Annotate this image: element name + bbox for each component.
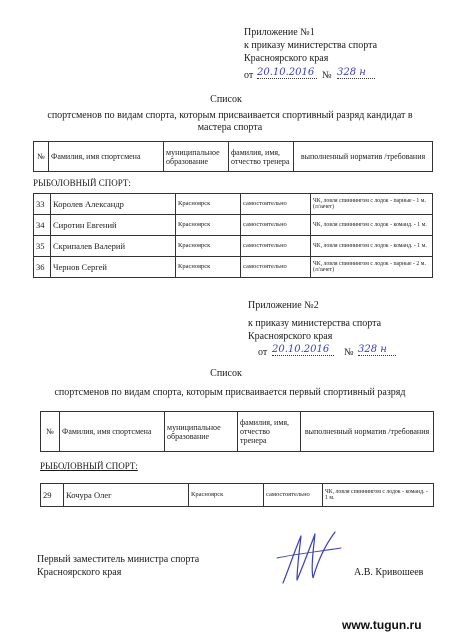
appendix1-region-line: Красноярского края xyxy=(244,53,329,64)
table2-header-municipality: муниципальное образование xyxy=(165,412,238,452)
table2-section-label: РЫБОЛОВНЫЙ СПОРТ: xyxy=(40,461,138,471)
list2-heading: Список xyxy=(210,368,242,379)
table1-header-trainer: фамилия, имя, отчество тренера xyxy=(229,142,294,172)
list1-subtitle-line2: мастера спорта xyxy=(197,122,263,133)
row-trainer: самостоятельно xyxy=(241,257,311,278)
table1-body xyxy=(33,193,433,278)
row-trainer: самостоятельно xyxy=(241,215,311,236)
table1-header-municipality: муниципальное образование xyxy=(164,142,229,172)
table2-header-result: выполненный норматив /требования xyxy=(301,412,434,452)
table2-header-trainer: фамилия, имя, отчество тренера xyxy=(238,412,301,452)
row-num: 36 xyxy=(34,257,51,278)
appendix2-date-prefix: от xyxy=(258,347,268,358)
row-name: Королев Александр xyxy=(51,194,176,215)
list1-heading: Список xyxy=(210,94,242,105)
signer-position-line2: Красноярского края xyxy=(37,567,122,578)
table2-header-num: № xyxy=(41,412,60,452)
table1-section-label: РЫБОЛОВНЫЙ СПОРТ: xyxy=(33,178,131,188)
table-row xyxy=(34,194,433,215)
row-result: ЧК, ловля спиннингом с лодок - парные - 1 м. (л/зачет) xyxy=(311,194,433,215)
row-city: Красноярск xyxy=(176,236,241,257)
appendix2-order-line: к приказу министерства спорта xyxy=(248,318,382,329)
row-num: 33 xyxy=(34,194,51,215)
table2-body xyxy=(40,483,434,507)
row-city: Красноярск xyxy=(176,194,241,215)
appendix1-title: Приложение №1 xyxy=(244,27,315,38)
row-city: Красноярск xyxy=(189,484,264,507)
row-name: Скрипалев Валерий xyxy=(51,236,176,257)
watermark: www.tugun.ru xyxy=(342,618,422,632)
signer-name: А.В. Кривошеев xyxy=(354,567,424,578)
appendix1-date-prefix: от xyxy=(244,70,254,81)
row-city: Красноярск xyxy=(176,215,241,236)
appendix2-title: Приложение №2 xyxy=(248,300,319,311)
table-row xyxy=(34,257,433,278)
table1-header xyxy=(33,141,433,172)
appendix2-date-handwritten: 20.10.2016 xyxy=(272,344,334,356)
appendix2-region-line: Красноярского края xyxy=(248,331,333,342)
table-row xyxy=(34,215,433,236)
table2-header-name: Фамилия, имя спортсмена xyxy=(60,412,165,452)
table1-header-name: Фамилия, имя спортсмена xyxy=(49,142,164,172)
table1-header-num: № xyxy=(34,142,49,172)
table-row xyxy=(34,236,433,257)
appendix2-number-handwritten: 328 н xyxy=(358,344,396,356)
table-row xyxy=(41,484,434,507)
table1-header-result: выполненный норматив /требования xyxy=(294,142,433,172)
appendix2-number-prefix: № xyxy=(344,347,354,358)
row-trainer: самостоятельно xyxy=(241,194,311,215)
row-city: Красноярск xyxy=(176,257,241,278)
row-num: 35 xyxy=(34,236,51,257)
appendix1-date-handwritten: 20.10.2016 xyxy=(257,67,317,79)
handwritten-signature xyxy=(275,528,345,588)
row-num: 34 xyxy=(34,215,51,236)
list2-subtitle: спортсменов по видам спорта, которым присваивается первый спортивный разряд xyxy=(54,387,406,398)
table2-header xyxy=(40,411,434,452)
list1-subtitle-line1: спортсменов по видам спорта, которым присваивается спортивный разряд кандидат в xyxy=(47,110,413,121)
row-num: 29 xyxy=(41,484,64,507)
row-result: ЧК, ловля спиннингом с лодок - команд. - 1 м. xyxy=(323,484,434,507)
row-trainer: самостоятельно xyxy=(264,484,323,507)
row-name: Сиротин Евгений xyxy=(51,215,176,236)
row-result: ЧК, ловля спиннингом с лодок - команд. - 1 м. xyxy=(311,236,433,257)
appendix1-order-line: к приказу министерства спорта xyxy=(244,40,378,51)
signer-position-line1: Первый заместитель министра спорта xyxy=(37,554,200,565)
appendix1-number-handwritten: 328 н xyxy=(337,67,375,79)
row-result: ЧК, ловля спиннингом с лодок - команд. - 1 м. xyxy=(311,215,433,236)
row-trainer: самостоятельно xyxy=(241,236,311,257)
row-result: ЧК, ловля спиннингом с лодок - парные - 2 м. (л/зачет) xyxy=(311,257,433,278)
row-name: Чернов Сергей xyxy=(51,257,176,278)
appendix1-number-prefix: № xyxy=(322,70,332,81)
row-name: Кочура Олег xyxy=(64,484,189,507)
